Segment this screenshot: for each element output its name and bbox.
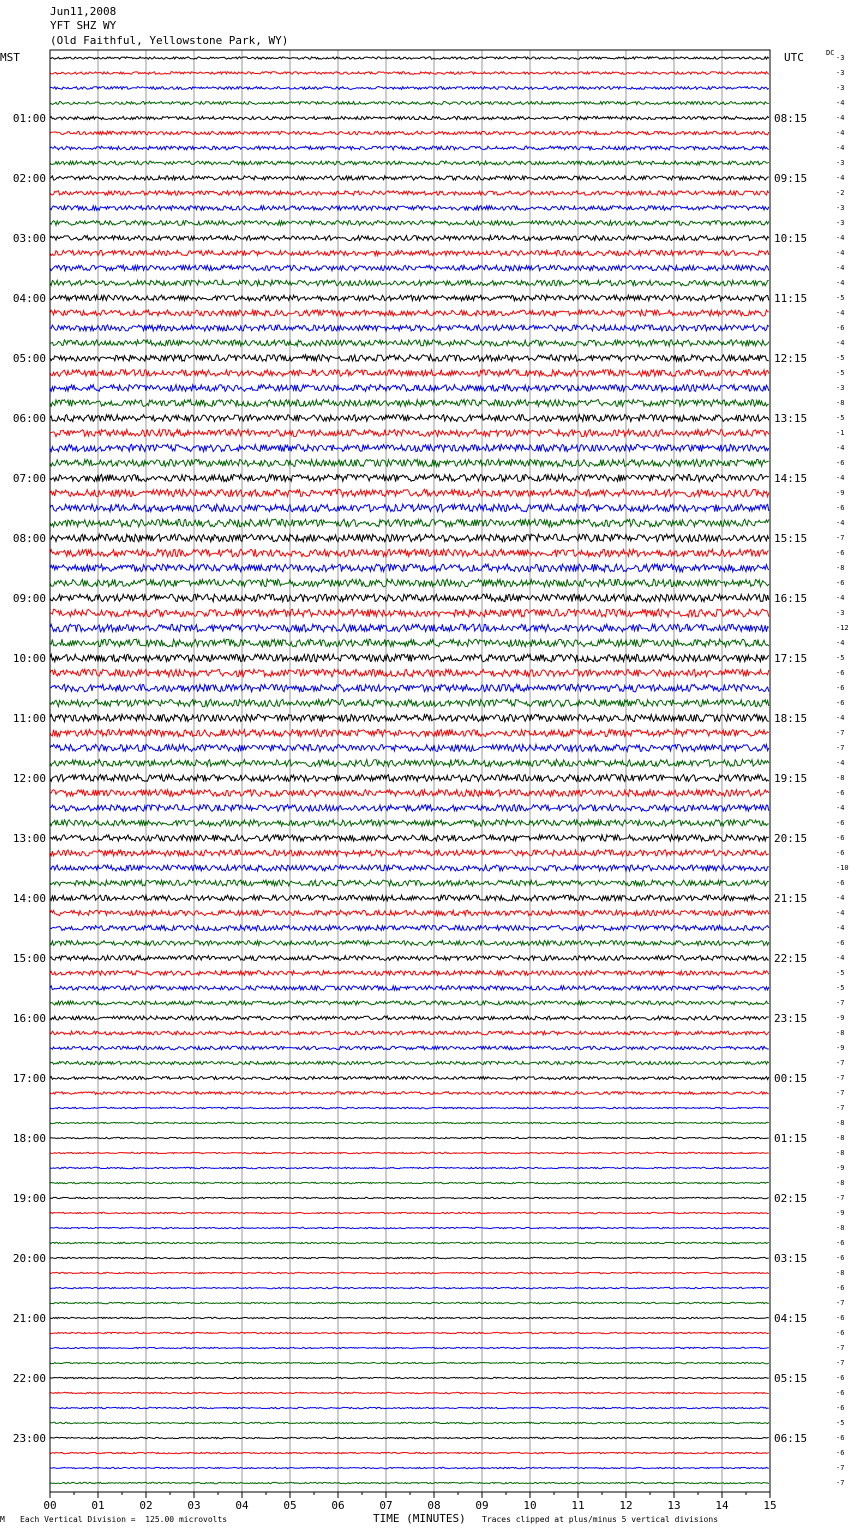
local-hour-label: 22:00 (12, 1372, 46, 1385)
trace-line (50, 1001, 769, 1005)
local-hour-label: 23:00 (12, 1432, 46, 1445)
station-location: (Old Faithful, Yellowstone Park, WY) (50, 34, 289, 47)
trace-line (50, 714, 769, 721)
utc-hour-label: 14:15 (774, 472, 808, 485)
dc-offset-label: -3 (836, 159, 845, 167)
trace-line (50, 385, 769, 392)
trace-line (50, 941, 769, 946)
x-tick-label: 09 (475, 1499, 489, 1512)
trace-line (50, 1257, 769, 1258)
dc-offset-label: -6 (836, 459, 845, 467)
trace-line (50, 1167, 769, 1168)
utc-hour-label: 04:15 (774, 1312, 808, 1325)
dc-offset-label: -6 (836, 1404, 845, 1412)
dc-offset-label: -4 (836, 444, 845, 452)
dc-offset-label: -6 (836, 669, 845, 677)
dc-offset-label: -6 (836, 1389, 845, 1397)
trace-line (50, 805, 769, 812)
x-axis-title: TIME (MINUTES) (373, 1512, 466, 1525)
dc-offset-label: -7 (836, 1074, 845, 1082)
dc-offset-label: -9 (836, 489, 845, 497)
dc-offset-label: -7 (836, 1089, 845, 1097)
x-tick-label: 12 (619, 1499, 633, 1512)
trace-line (50, 265, 769, 270)
trace-line (50, 146, 769, 150)
local-hour-label: 14:00 (12, 892, 46, 905)
trace-line (50, 519, 769, 526)
dc-offset-label: -3 (836, 204, 845, 212)
x-tick-label: 15 (763, 1499, 777, 1512)
trace-line (50, 1332, 769, 1333)
trace-line (50, 910, 769, 915)
trace-line (50, 191, 769, 195)
trace-line (50, 325, 769, 331)
trace-line (50, 504, 769, 511)
trace-line (50, 1077, 769, 1080)
trace-line (50, 609, 769, 617)
dc-offset-label: -6 (836, 1329, 845, 1337)
trace-line (50, 1377, 769, 1378)
local-hour-label: 21:00 (12, 1312, 46, 1325)
seismic-traces (50, 57, 769, 1484)
dc-offset-label: -6 (836, 849, 845, 857)
trace-line (50, 355, 769, 361)
footer-mark: M (0, 1515, 5, 1524)
dc-offset-label: -3 (836, 384, 845, 392)
trace-line (50, 1152, 769, 1153)
dc-offset-label: -4 (836, 759, 845, 767)
dc-offset-label: -9 (836, 1164, 845, 1172)
trace-line (50, 176, 769, 180)
trace-line (50, 1242, 769, 1243)
trace-line (50, 1287, 769, 1288)
dc-offset-label: -6 (836, 1374, 845, 1382)
dc-offset-label: -6 (836, 1314, 845, 1322)
dc-offset-label: -6 (836, 684, 845, 692)
utc-hour-label: 11:15 (774, 292, 808, 305)
dc-offset-label: -9 (836, 1014, 845, 1022)
x-tick-label: 03 (187, 1499, 201, 1512)
dc-offset-label: -7 (836, 534, 845, 542)
dc-offset-label: -4 (836, 339, 845, 347)
local-hour-label: 06:00 (12, 412, 46, 425)
local-hour-label: 16:00 (12, 1012, 46, 1025)
local-hour-label: 08:00 (12, 532, 46, 545)
dc-offset-label: -4 (836, 954, 845, 962)
utc-hour-label: 20:15 (774, 832, 808, 845)
utc-hour-label: 16:15 (774, 592, 808, 605)
trace-line (50, 549, 769, 557)
trace-line (50, 534, 769, 542)
dc-offset-label: -8 (836, 1119, 845, 1127)
trace-line (50, 564, 769, 572)
local-hour-label: 01:00 (12, 112, 46, 125)
x-tick-label: 06 (331, 1499, 345, 1512)
local-hour-label: 13:00 (12, 832, 46, 845)
trace-line (50, 400, 769, 407)
dc-offset-label: -5 (836, 654, 845, 662)
trace-line (50, 835, 769, 841)
trace-line (50, 1347, 769, 1348)
local-hour-label: 19:00 (12, 1192, 46, 1205)
utc-hour-label: 05:15 (774, 1372, 808, 1385)
dc-offset-label: -9 (836, 1044, 845, 1052)
dc-offset-label: -7 (836, 1359, 845, 1367)
utc-hour-label: 02:15 (774, 1192, 808, 1205)
local-hour-label: 17:00 (12, 1072, 46, 1085)
dc-offset-label: -6 (836, 834, 845, 842)
trace-line (50, 594, 769, 602)
dc-offset-label: -5 (836, 1419, 845, 1427)
utc-hour-label: 15:15 (774, 532, 808, 545)
trace-line (50, 1031, 769, 1035)
utc-hour-label: 08:15 (774, 112, 808, 125)
trace-line (50, 1302, 769, 1303)
dc-offset-label: -6 (836, 789, 845, 797)
x-tick-label: 01 (91, 1499, 105, 1512)
dc-offset-label: -4 (836, 264, 845, 272)
x-tick-label: 14 (715, 1499, 729, 1512)
trace-line (50, 206, 769, 211)
trace-line (50, 1482, 769, 1483)
dc-offset-label: -6 (836, 939, 845, 947)
utc-hour-label: 00:15 (774, 1072, 808, 1085)
utc-hour-label: 03:15 (774, 1252, 808, 1265)
dc-offset-label: -6 (836, 1434, 845, 1442)
local-hour-label: 18:00 (12, 1132, 46, 1145)
x-tick-label: 00 (43, 1499, 57, 1512)
dc-offset-label: -6 (836, 1449, 845, 1457)
dc-offset-label: -8 (836, 1149, 845, 1157)
trace-line (50, 1061, 769, 1064)
dc-offset-label: -7 (836, 1104, 845, 1112)
trace-line (50, 1452, 769, 1453)
dc-offset-label: -3 (836, 69, 845, 77)
dc-offset-label: -4 (836, 594, 845, 602)
trace-line (50, 489, 769, 496)
dc-offset-label: -7 (836, 999, 845, 1007)
trace-line (50, 415, 769, 422)
utc-hour-label: 09:15 (774, 172, 808, 185)
trace-line (50, 1137, 769, 1138)
local-hour-label: 03:00 (12, 232, 46, 245)
trace-line (50, 1212, 769, 1213)
dc-offset-label: -3 (836, 219, 845, 227)
dc-offset-label: -5 (836, 294, 845, 302)
trace-line (50, 1107, 769, 1109)
local-hour-label: 05:00 (12, 352, 46, 365)
dc-offset-label: -4 (836, 234, 845, 242)
utc-hour-label: 23:15 (774, 1012, 808, 1025)
dc-offset-label: -4 (836, 99, 845, 107)
trace-line (50, 236, 769, 241)
dc-offset-label: -6 (836, 549, 845, 557)
x-tick-label: 04 (235, 1499, 249, 1512)
dc-offset-label: -7 (836, 1464, 845, 1472)
trace-line (50, 684, 769, 691)
trace-line (50, 971, 769, 976)
local-timezone-label: MST (0, 51, 20, 64)
trace-line (50, 1317, 769, 1318)
trace-line (50, 699, 769, 706)
trace-line (50, 161, 769, 165)
dc-offset-label: -5 (836, 969, 845, 977)
trace-line (50, 370, 769, 377)
utc-hour-label: 17:15 (774, 652, 808, 665)
trace-line (50, 1467, 769, 1468)
trace-line (50, 1392, 769, 1393)
dc-offset-label: -6 (836, 819, 845, 827)
dc-offset-label: -8 (836, 1269, 845, 1277)
dc-offset-label: -8 (836, 399, 845, 407)
trace-line (50, 430, 769, 437)
dc-offset-header: DC (826, 49, 835, 57)
utc-hour-label: 21:15 (774, 892, 808, 905)
trace-line (50, 1272, 769, 1273)
dc-offset-label: -7 (836, 1299, 845, 1307)
trace-line (50, 340, 769, 346)
trace-line (50, 956, 769, 961)
dc-offset-label: -9 (836, 1209, 845, 1217)
x-tick-label: 13 (667, 1499, 681, 1512)
trace-line (50, 986, 769, 990)
dc-offset-label: -8 (836, 1134, 845, 1142)
utc-hour-label: 12:15 (774, 352, 808, 365)
dc-offset-label: -8 (836, 1179, 845, 1187)
trace-line (50, 116, 769, 119)
x-tick-label: 11 (571, 1499, 585, 1512)
trace-line (50, 131, 769, 135)
utc-hour-label: 06:15 (774, 1432, 808, 1445)
trace-line (50, 1092, 769, 1095)
trace-line (50, 250, 769, 255)
trace-line (50, 624, 769, 632)
dc-offset-label: -5 (836, 354, 845, 362)
trace-line (50, 1422, 769, 1423)
trace-line (50, 820, 769, 826)
trace-line (50, 850, 769, 856)
local-hour-label: 10:00 (12, 652, 46, 665)
dc-offset-label: -4 (836, 309, 845, 317)
x-tick-label: 08 (427, 1499, 441, 1512)
x-tick-label: 10 (523, 1499, 537, 1512)
dc-offset-label: -6 (836, 879, 845, 887)
local-hour-label: 20:00 (12, 1252, 46, 1265)
dc-offset-label: -4 (836, 249, 845, 257)
dc-offset-label: -8 (836, 1029, 845, 1037)
trace-line (50, 474, 769, 481)
trace-line (50, 654, 769, 661)
dc-offset-label: -6 (836, 1239, 845, 1247)
trace-line (50, 102, 769, 105)
trace-line (50, 925, 769, 930)
x-tick-label: 07 (379, 1499, 393, 1512)
utc-hour-labels (774, 112, 807, 1445)
local-hour-label: 07:00 (12, 472, 46, 485)
dc-offset-label: -3 (836, 84, 845, 92)
utc-hour-label: 18:15 (774, 712, 808, 725)
dc-offset-label: -4 (836, 144, 845, 152)
trace-line (50, 295, 769, 301)
trace-line (50, 1362, 769, 1363)
dc-offset-label: -8 (836, 1224, 845, 1232)
trace-line (50, 280, 769, 286)
trace-line (50, 639, 769, 647)
trace-line (50, 669, 769, 676)
dc-offset-label: -3 (836, 54, 845, 62)
dc-offset-label: -12 (836, 624, 849, 632)
trace-line (50, 72, 769, 75)
utc-hour-label: 19:15 (774, 772, 808, 785)
dc-offset-label: -5 (836, 369, 845, 377)
local-hour-label: 02:00 (12, 172, 46, 185)
trace-line (50, 579, 769, 587)
trace-line (50, 790, 769, 797)
vertical-scale-note: Each Vertical Division = 125.00 microvolts (20, 1515, 228, 1524)
dc-offset-label: -6 (836, 1284, 845, 1292)
local-hour-label: 09:00 (12, 592, 46, 605)
dc-offset-label: -4 (836, 279, 845, 287)
record-date: Jun11,2008 (50, 5, 117, 18)
utc-hour-label: 22:15 (774, 952, 808, 965)
dc-offset-label: -5 (836, 984, 845, 992)
trace-line (50, 1182, 769, 1183)
dc-offset-labels (836, 54, 849, 1487)
dc-offset-label: -4 (836, 174, 845, 182)
dc-offset-label: -6 (836, 324, 845, 332)
local-hour-label: 11:00 (12, 712, 46, 725)
dc-offset-label: -4 (836, 894, 845, 902)
dc-offset-label: -4 (836, 909, 845, 917)
dc-offset-label: -4 (836, 474, 845, 482)
dc-offset-label: -4 (836, 639, 845, 647)
dc-offset-label: -6 (836, 1254, 845, 1262)
trace-line (50, 880, 769, 886)
dc-offset-label: -2 (836, 189, 845, 197)
trace-line (50, 1437, 769, 1438)
utc-hour-label: 01:15 (774, 1132, 808, 1145)
dc-offset-label: -5 (836, 414, 845, 422)
dc-offset-label: -1 (836, 429, 845, 437)
dc-offset-label: -6 (836, 579, 845, 587)
trace-line (50, 310, 769, 316)
station-code: YFT SHZ WY (50, 19, 117, 32)
dc-offset-label: -7 (836, 1344, 845, 1352)
trace-line (50, 895, 769, 901)
trace-line (50, 57, 769, 59)
trace-line (50, 1122, 769, 1123)
local-hour-label: 12:00 (12, 772, 46, 785)
local-hour-label: 15:00 (12, 952, 46, 965)
dc-offset-label: -7 (836, 729, 845, 737)
trace-line (50, 745, 769, 752)
dc-offset-label: -7 (836, 1059, 845, 1067)
dc-offset-label: -4 (836, 924, 845, 932)
dc-offset-label: -4 (836, 129, 845, 137)
trace-line (50, 459, 769, 466)
dc-offset-label: -8 (836, 564, 845, 572)
trace-line (50, 221, 769, 226)
dc-offset-label: -7 (836, 744, 845, 752)
utc-timezone-label: UTC (784, 51, 804, 64)
trace-line (50, 1016, 769, 1020)
dc-offset-label: -4 (836, 114, 845, 122)
trace-line (50, 760, 769, 767)
dc-offset-label: -4 (836, 714, 845, 722)
trace-line (50, 729, 769, 736)
dc-offset-label: -7 (836, 1194, 845, 1202)
trace-line (50, 1046, 769, 1050)
dc-offset-label: -4 (836, 804, 845, 812)
dc-offset-label: -8 (836, 774, 845, 782)
dc-offset-label: -7 (836, 1479, 845, 1487)
dc-offset-label: -4 (836, 519, 845, 527)
dc-offset-label: -3 (836, 609, 845, 617)
trace-line (50, 1197, 769, 1198)
trace-line (50, 444, 769, 451)
trace-line (50, 775, 769, 782)
trace-line (50, 865, 769, 871)
trace-line (50, 87, 769, 90)
time-axis (43, 1492, 776, 1512)
dc-offset-label: -6 (836, 504, 845, 512)
local-hour-labels (13, 112, 46, 1445)
clip-note: Traces clipped at plus/minus 5 vertical divisions (482, 1515, 719, 1524)
utc-hour-label: 13:15 (774, 412, 808, 425)
x-tick-label: 02 (139, 1499, 153, 1512)
dc-offset-label: -10 (836, 864, 849, 872)
trace-line (50, 1227, 769, 1228)
utc-hour-label: 10:15 (774, 232, 808, 245)
dc-offset-label: -6 (836, 699, 845, 707)
local-hour-label: 04:00 (12, 292, 46, 305)
trace-line (50, 1407, 769, 1408)
x-tick-label: 05 (283, 1499, 297, 1512)
